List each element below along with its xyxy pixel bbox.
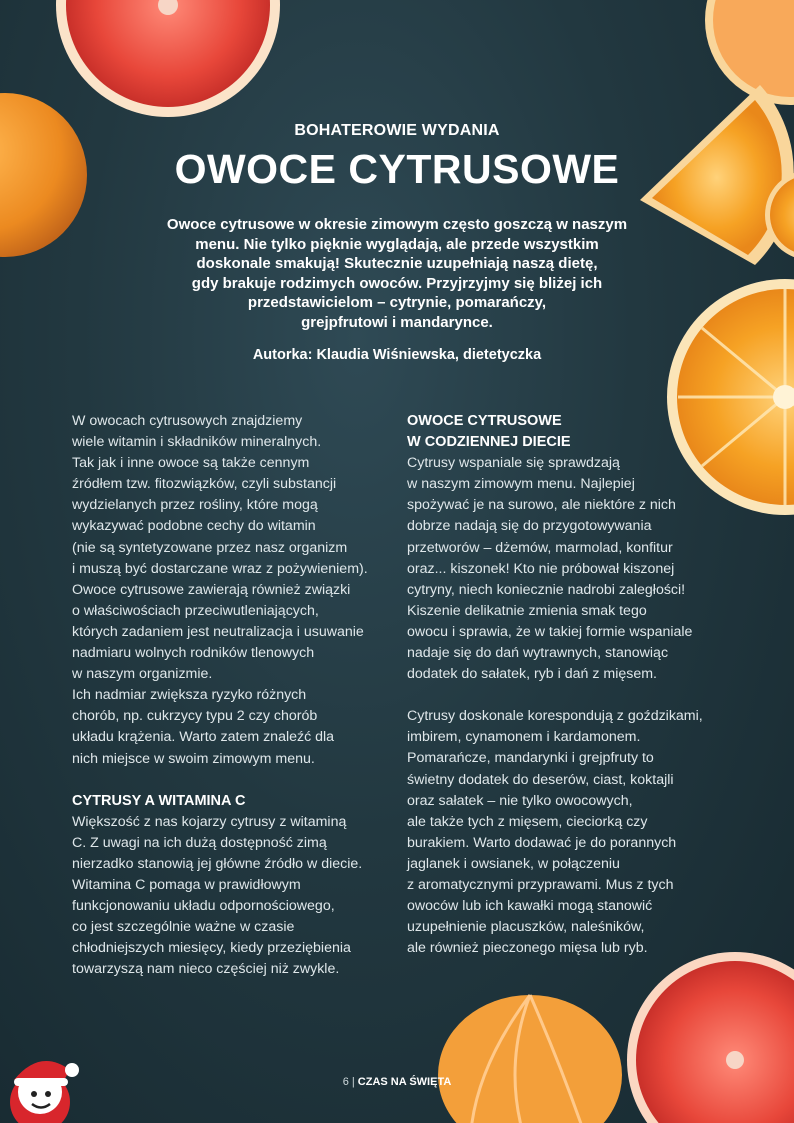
section-heading-vitamin-c: CYTRUSY A WITAMINA C	[72, 792, 246, 809]
section-heading-daily-diet: OWOCE CYTRUSOWE W CODZIENNEJ DIECIE	[407, 413, 571, 451]
page-number: 6	[342, 1076, 349, 1088]
peeled-orange-bottom	[438, 995, 622, 1123]
left-column	[72, 411, 402, 980]
grapefruit-slice-bottom-right	[627, 952, 794, 1123]
author-byline: Autorka: Klaudia Wiśniewska, dietetyczka	[252, 347, 542, 363]
daily-diet-paragraph: Cytrusy wspaniale się sprawdzają w naszym zimowym menu. Najlepiej spożywać je na surowo, ale niektóre z nich dobrze nadają się do przygotowywania przetworów – dżemów, marmolad, konfitur oraz... kiszonek! Kto nie próbował kiszonej cytryny, niech koniecznie nadrobi zaległości! Kiszenie delikatnie zmienia smak tego owocu i sprawia, że w takiej formie wspaniale nadaje się do dań wytrawnych, stanowiąc dodatek do sałatek, ryb i dań z mięsem.	[407, 455, 693, 683]
grapefruit-slice-top-right	[705, 0, 794, 105]
page-footer	[0, 1076, 794, 1088]
right-column	[407, 411, 737, 959]
footer-separator: |	[351, 1076, 355, 1088]
kicker-label: BOHATEROWIE WYDANIA	[294, 122, 500, 139]
spices-paragraph: Cytrusy doskonale korespondują z goździkami, imbirem, cynamonem i kardamonem. Pomarańcze, mandarynki i grejpfruty to świetny dodatek do deserów, ciast, koktajli oraz sałatek – nie tylko owocowych, ale także tych z mięsem, cieciorką czy burakiem. Warto dodawać je do porannych jaglanek i owsianek, w połączeniu z aromatycznymi przyprawami. Mus z tych owoców lub ich kawałki mogą stanowić uzupełnienie placuszków, naleśników, ale również pieczonego mięsa lub ryb.	[407, 708, 703, 957]
lead-paragraph: Owoce cytrusowe w okresie zimowym często goszczą w naszym menu. Nie tylko pięknie wyglądają, ale przede wszystkim doskonale smakują! Skutecznie uzupełniają naszą dietę, gdy brakuje rodzimych owoców. Przyjrzyjmy się bliżej ich przedstawicielom – cytrynie, pomarańczy, grejpfrutowi i mandarynce.	[166, 216, 628, 331]
vitamin-c-paragraph: Większość z nas kojarzy cytrusy z witaminą C. Z uwagi na ich dużą dostępność zimą nierzadko stanowią jej główne źródło w diecie. Witamina C pomaga w prawidłowym funkcjonowaniu układu odpornościowego, co jest szczególnie ważne w czasie chłodniejszych miesięcy, kiedy przeziębienia towarzyszą nam nieco częściej niż zwykle.	[72, 813, 363, 978]
intro-paragraph: W owocach cytrusowych znajdziemy wiele witamin i składników mineralnych. Tak jak i inne owoce są także cennym źródłem tzw. fitozwiązków, czyli substancji wydzielanych przez rośliny, które mogą wykazywać podobne cechy do witamin (nie są syntetyzowane przez nasz organizm i muszą być dostarczane wraz z pożywieniem). Owoce cytrusowe zawierają również związki o właściwościach przeciwutleniających, których zadaniem jest neutralizacja i usuwanie nadmiaru wolnych rodników tlenowych w naszym organizmie. Ich nadmiar zwiększa ryzyko różnych chorób, np. cukrzycy typu 2 czy chorób układu krążenia. Warto zatem znaleźć dla nich miejsce w swoim zimowym menu.	[72, 413, 368, 767]
grapefruit-slice-top	[56, 0, 280, 117]
page-title: OWOCE CYTRUSOWE	[174, 146, 620, 192]
footer-section-name: CZAS NA ŚWIĘTA	[357, 1076, 452, 1088]
